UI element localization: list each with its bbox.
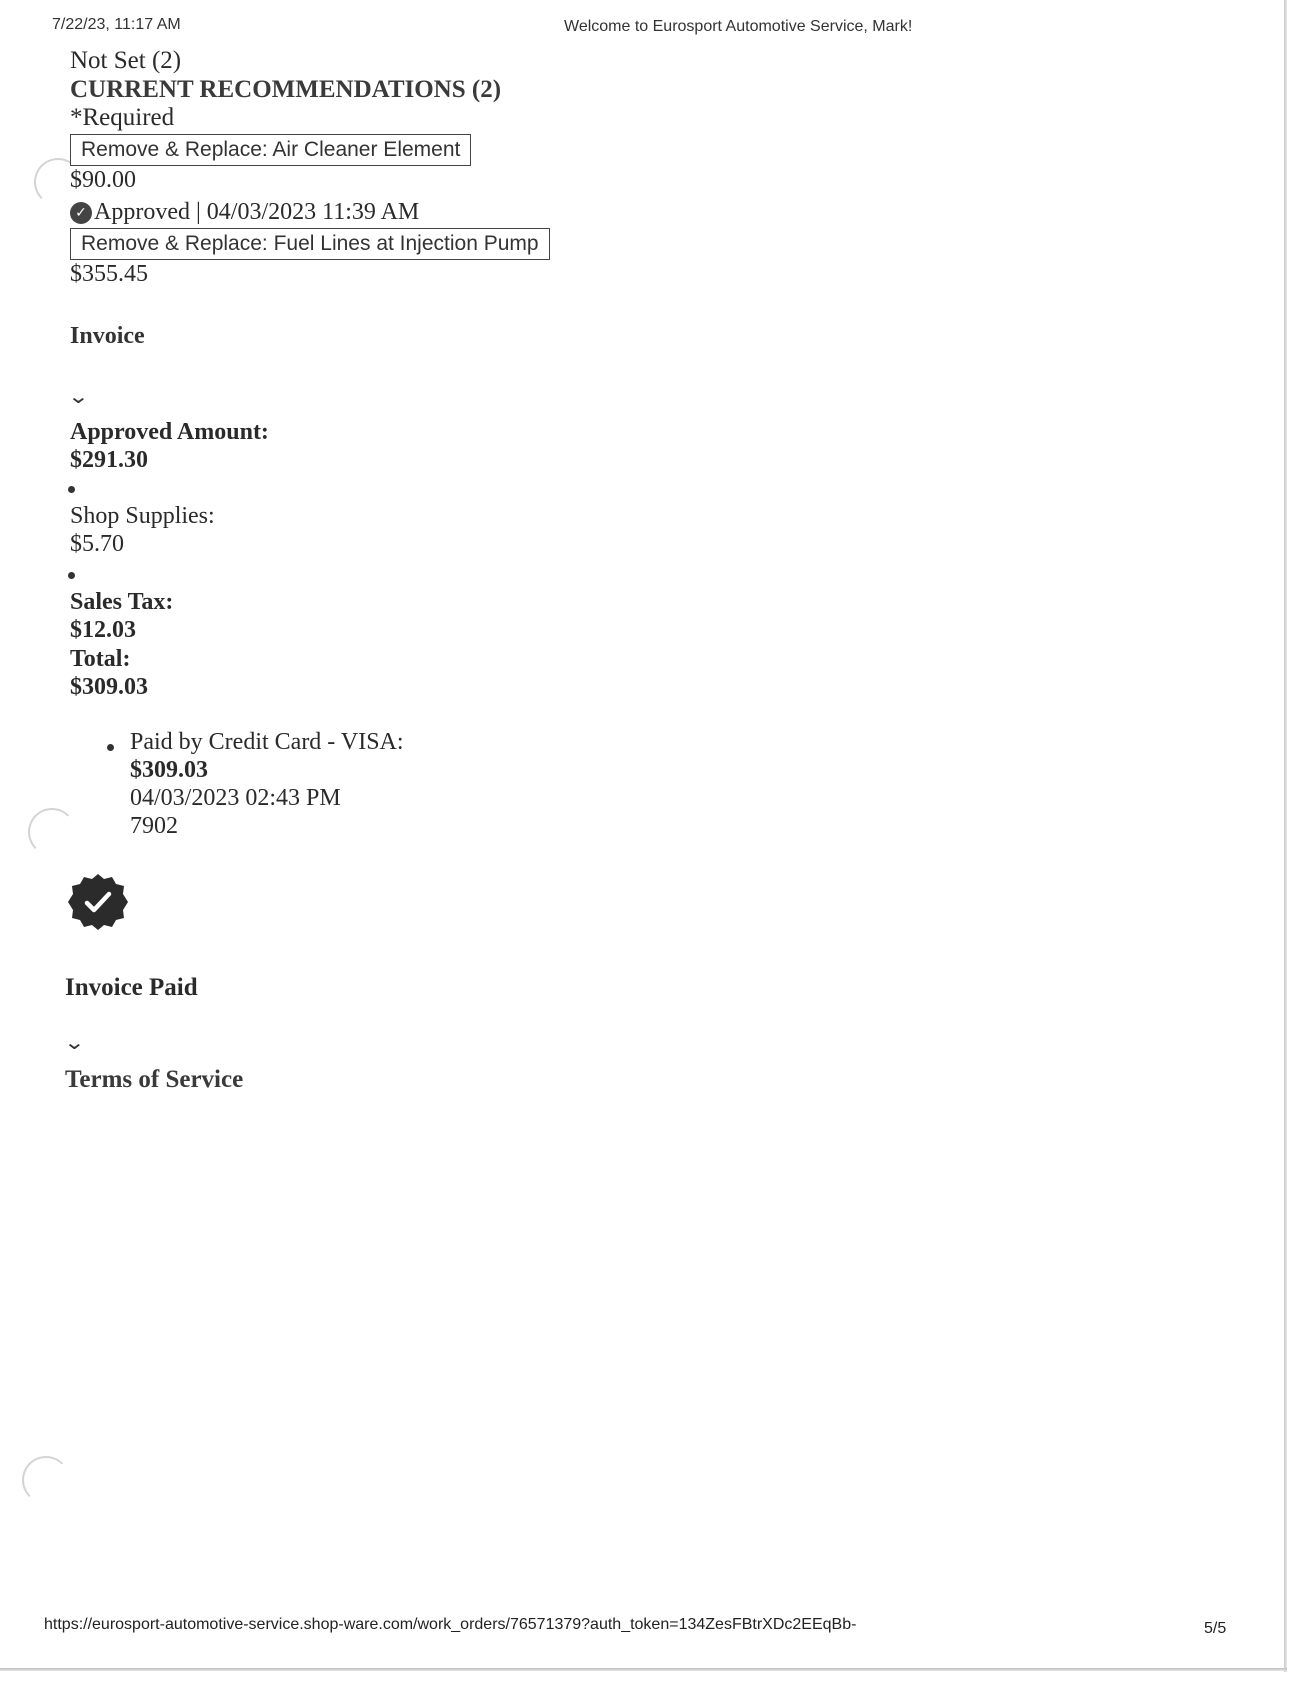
- approval-status: [70, 198, 419, 226]
- required-note: *Required: [70, 104, 175, 131]
- sales-tax-label: Sales Tax:: [70, 589, 174, 615]
- service-item-fuel-lines[interactable]: Remove & Replace: Fuel Lines at Injection Pump: [70, 228, 550, 260]
- card-last4: 7902: [130, 813, 178, 839]
- recommendations-heading: CURRENT RECOMMENDATIONS (2): [70, 76, 502, 103]
- invoice-title: Invoice: [70, 323, 145, 349]
- list-bullet: [68, 486, 75, 493]
- print-datetime: 7/22/23, 11:17 AM: [52, 16, 181, 33]
- page-url: https://eurosport-automotive-service.shop-ware.com/work_orders/76571379?auth_token=134ZesFBtrXDc2EEqBb-: [44, 1616, 857, 1633]
- list-bullet: [107, 744, 114, 751]
- page-edge: [1284, 0, 1287, 1672]
- terms-of-service-link[interactable]: Terms of Service: [65, 1066, 244, 1093]
- service-item-air-cleaner[interactable]: Remove & Replace: Air Cleaner Element: [70, 134, 471, 166]
- check-badge-icon: [68, 872, 128, 932]
- welcome-message: Welcome to Eurosport Automotive Service, Mark!: [564, 18, 913, 35]
- chevron-down-icon[interactable]: ⌄: [67, 384, 90, 408]
- total-value: $309.03: [70, 674, 148, 700]
- invoice-paid-status: Invoice Paid: [65, 974, 198, 1001]
- punch-hole: [28, 808, 76, 856]
- shop-supplies-value: $5.70: [70, 531, 124, 557]
- total-label: Total:: [70, 646, 131, 672]
- chevron-down-icon[interactable]: ⌄: [63, 1030, 86, 1054]
- payment-method: Paid by Credit Card - VISA:: [130, 729, 404, 755]
- payment-amount: $309.03: [130, 757, 208, 783]
- page-edge: [0, 1668, 1287, 1671]
- payment-date: 04/03/2023 02:43 PM: [130, 785, 341, 811]
- list-bullet: [68, 572, 75, 579]
- service-price: $355.45: [70, 261, 148, 287]
- approved-amount-value: $291.30: [70, 447, 148, 473]
- sales-tax-value: $12.03: [70, 617, 136, 643]
- service-price: $90.00: [70, 167, 136, 193]
- not-set-count: Not Set (2): [70, 47, 182, 74]
- check-circle-icon: ✓: [70, 202, 92, 224]
- shop-supplies-label: Shop Supplies:: [70, 503, 215, 529]
- page-number: 5/5: [1204, 1620, 1227, 1637]
- punch-hole: [22, 1456, 70, 1504]
- approved-amount-label: Approved Amount:: [70, 419, 269, 445]
- approval-status-text: Approved | 04/03/2023 11:39 AM: [94, 199, 420, 225]
